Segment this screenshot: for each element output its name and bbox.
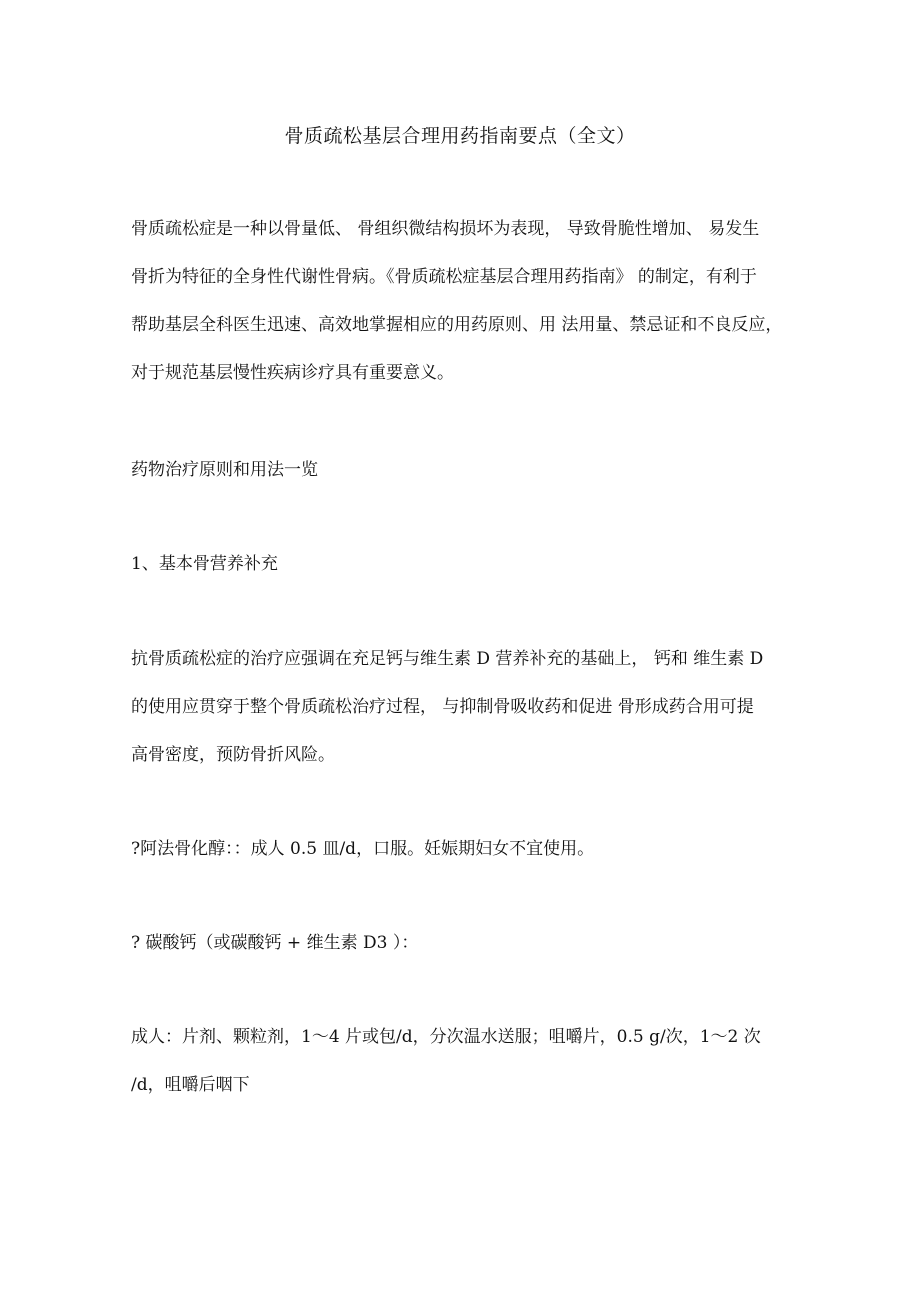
- calcium-dosage-line: 成人：片剂、颗粒剂，1～4 片或包/d，分次温水送服；咀嚼片，0.5 g/次，1～2 次: [131, 1027, 761, 1047]
- principle-line: 高骨密度，预防骨折风险。: [131, 745, 335, 765]
- calcium-dosage-paragraph: [131, 1022, 781, 1101]
- principle-paragraph: [131, 644, 781, 771]
- intro-line: 帮助基层全科医生迅速、高效地掌握相应的用药原则、用 法用量、禁忌证和不良反应，: [131, 315, 783, 335]
- intro-paragraph: [131, 214, 781, 389]
- calcium-dosage-line: /d，咀嚼后咽下: [131, 1075, 250, 1095]
- principle-line: 抗骨质疏松症的治疗应强调在充足钙与维生素 D 营养补充的基础上， 钙和 维生素 D: [131, 649, 764, 669]
- principle-line: 的使用应贯穿于整个骨质疏松治疗过程， 与抑制骨吸收药和促进 骨形成药合用可提: [131, 697, 754, 717]
- subsection-heading: 1、基本骨营养补充: [131, 554, 278, 574]
- drug-alfacalcidol: ?阿法骨化醇：：成人 0.5 皿/d，口服。妊娠期妇女不宜使用。: [131, 839, 595, 859]
- intro-line: 骨折为特征的全身性代谢性骨病。《骨质疏松症基层合理用药指南》 的制定，有利于: [131, 267, 757, 287]
- section-heading: 药物治疗原则和用法一览: [131, 460, 318, 480]
- intro-line: 骨质疏松症是一种以骨量低、 骨组织微结构损坏为表现， 导致骨脆性增加、 易发生: [131, 219, 760, 239]
- drug-calcium-heading: ? 碳酸钙（或碳酸钙 + 维生素 D3 ）：: [131, 933, 419, 953]
- intro-line: 对于规范基层慢性疾病诊疗具有重要意义。: [131, 363, 454, 383]
- document-title: 骨质疏松基层合理用药指南要点（全文）: [284, 125, 636, 147]
